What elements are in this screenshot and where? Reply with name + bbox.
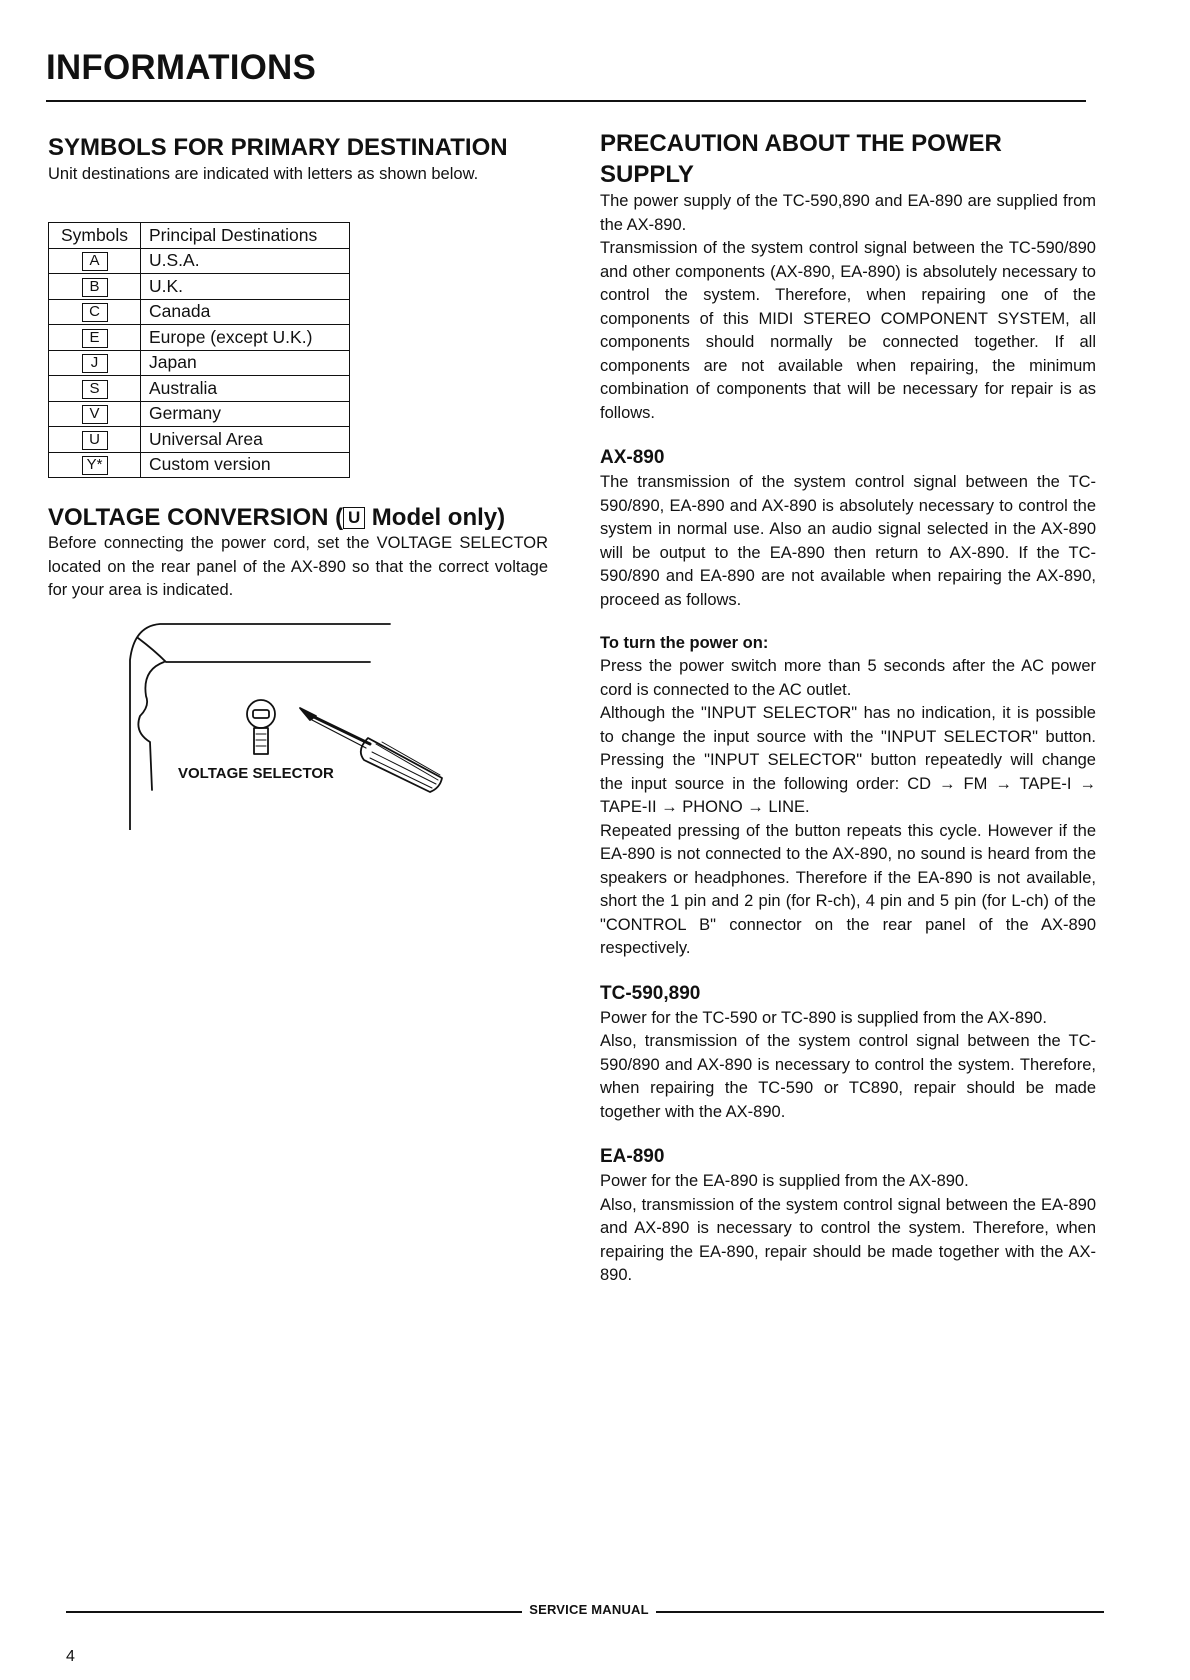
voltage-heading bbox=[48, 504, 548, 532]
voltage-heading-post: Model only) bbox=[365, 504, 506, 532]
destination-cell: Universal Area bbox=[141, 427, 350, 453]
voltage-text: Before connecting the power cord, set the VOLTAGE SELECTOR located on the rear panel of the AX-890 so that the correct voltage for your area is indicated. bbox=[48, 534, 548, 600]
voltage-symbol-box: U bbox=[343, 507, 365, 529]
tc590-heading: TC-590,890 bbox=[600, 982, 701, 1004]
power-on-section bbox=[600, 634, 1096, 961]
panel-inner-edge bbox=[138, 638, 370, 662]
footer-rule-right bbox=[656, 1611, 1104, 1613]
tc590-section bbox=[600, 983, 1096, 1125]
ea890-heading: EA-890 bbox=[600, 1146, 665, 1168]
power-on-para2: Although the "INPUT SELECTOR" has no indication, it is possible to change the input source with the "INPUT SELECTOR" button. Pressing the "INPUT SELECTOR" button repeatedly will change the input source in the following order: CD → FM → TAPE-I → TAPE-II → PHONO → LINE. bbox=[600, 704, 1096, 817]
precaution-heading: PRECAUTION ABOUT THE POWER SUPPLY bbox=[600, 130, 1002, 189]
destination-cell: Custom version bbox=[141, 452, 350, 478]
table-row bbox=[49, 325, 350, 351]
symbol-box: V bbox=[82, 405, 108, 424]
ax890-section bbox=[600, 447, 1096, 612]
destination-cell: Europe (except U.K.) bbox=[141, 325, 350, 351]
power-on-heading: To turn the power on: bbox=[600, 634, 769, 653]
destination-cell: Canada bbox=[141, 299, 350, 325]
header-symbols: Symbols bbox=[49, 223, 141, 249]
title-rule bbox=[46, 100, 1086, 102]
table-row bbox=[49, 248, 350, 274]
power-on-para3: Repeated pressing of the button repeats this cycle. However if the EA-890 is not connected to the AX-890, no sound is heard from the speakers or headphones. Therefore if the EA-890 is not available, short the 1 pin and 2 pin (for R-ch), 4 pin and 5 pin (for L-ch) of the "CONTROL B" connector on the rear panel of the AX-890 respectively. bbox=[600, 821, 1096, 958]
page-number: 4 bbox=[66, 1648, 75, 1665]
ax890-heading: AX-890 bbox=[600, 447, 665, 469]
table-row bbox=[49, 299, 350, 325]
power-on-para1: Press the power switch more than 5 seconds after the AC power cord is connected to the AC outlet. bbox=[600, 657, 1096, 699]
ea890-para2: Also, transmission of the system control signal between the EA-890 and AX-890 is necessary to control the system. Therefore, when repairing the EA-890, repair should be made together with the AX-890. bbox=[600, 1195, 1096, 1285]
ea890-section bbox=[600, 1146, 1096, 1288]
header-destinations: Principal Destinations bbox=[141, 223, 350, 249]
symbol-box: U bbox=[82, 431, 108, 450]
page-title: INFORMATIONS bbox=[46, 48, 317, 87]
precaution-para2: Transmission of the system control signal between the TC-590/890 and other components (AX-890, EA-890) is absolutely necessary to control the system. Therefore, when repairing one of the components of this MIDI STEREO COMPONENT SYSTEM, all components should normally be connected together. If all components are not available when repairing, the minimum combination of components that will be necessary for repair is as follows. bbox=[600, 239, 1096, 422]
table-row bbox=[49, 427, 350, 453]
symbols-intro: Unit destinations are indicated with letters as shown below. bbox=[48, 165, 479, 184]
table-row bbox=[49, 401, 350, 427]
symbol-box: S bbox=[82, 380, 108, 399]
panel-notch bbox=[138, 662, 164, 790]
table-header-row bbox=[49, 223, 350, 249]
symbol-box: J bbox=[82, 354, 108, 373]
ax890-text: The transmission of the system control signal between the TC-590/890, EA-890 and AX-890 is absolutely necessary to control the system in normal use. Also an audio signal selected in the AX-890 will be output to the EA-890 then return to AX-890. If the TC-590/890 and EA-890 are not available when repairing the AX-890, proceed as follows. bbox=[600, 473, 1096, 609]
tc590-para2: Also, transmission of the system control signal between the TC-590/890 and AX-890 is necessary to control the system. Therefore, when repairing the TC-590 or TC890, repair should be made together with the AX-890. bbox=[600, 1032, 1096, 1121]
tc590-para1: Power for the TC-590 or TC-890 is supplied from the AX-890. bbox=[600, 1008, 1047, 1027]
table-row bbox=[49, 274, 350, 300]
symbols-heading: SYMBOLS FOR PRIMARY DESTINATION bbox=[48, 134, 508, 161]
symbol-box: Y* bbox=[82, 456, 108, 475]
table-row bbox=[49, 452, 350, 478]
footer-rule-left bbox=[66, 1611, 522, 1613]
destination-cell: U.K. bbox=[141, 274, 350, 300]
destination-table bbox=[48, 222, 350, 478]
selector-switch-icon bbox=[247, 700, 275, 754]
precaution-para1: The power supply of the TC-590,890 and EA-890 are supplied from the AX-890. bbox=[600, 192, 1096, 234]
destination-cell: U.S.A. bbox=[141, 248, 350, 274]
voltage-selector-figure bbox=[120, 620, 480, 830]
symbol-box: B bbox=[82, 278, 108, 297]
voltage-selector-label: VOLTAGE SELECTOR bbox=[178, 765, 334, 782]
footer-label: SERVICE MANUAL bbox=[529, 1602, 649, 1617]
symbol-box: A bbox=[82, 252, 108, 271]
ea890-para1: Power for the EA-890 is supplied from the AX-890. bbox=[600, 1172, 969, 1191]
symbol-box: E bbox=[82, 329, 108, 348]
destination-cell: Germany bbox=[141, 401, 350, 427]
table-row bbox=[49, 350, 350, 376]
voltage-heading-pre: VOLTAGE CONVERSION ( bbox=[48, 504, 344, 532]
table-row bbox=[49, 376, 350, 402]
panel-outline bbox=[130, 624, 390, 830]
destination-cell: Japan bbox=[141, 350, 350, 376]
symbol-box: C bbox=[82, 303, 108, 322]
right-column bbox=[600, 128, 1096, 1288]
destination-cell: Australia bbox=[141, 376, 350, 402]
left-column bbox=[48, 132, 548, 603]
